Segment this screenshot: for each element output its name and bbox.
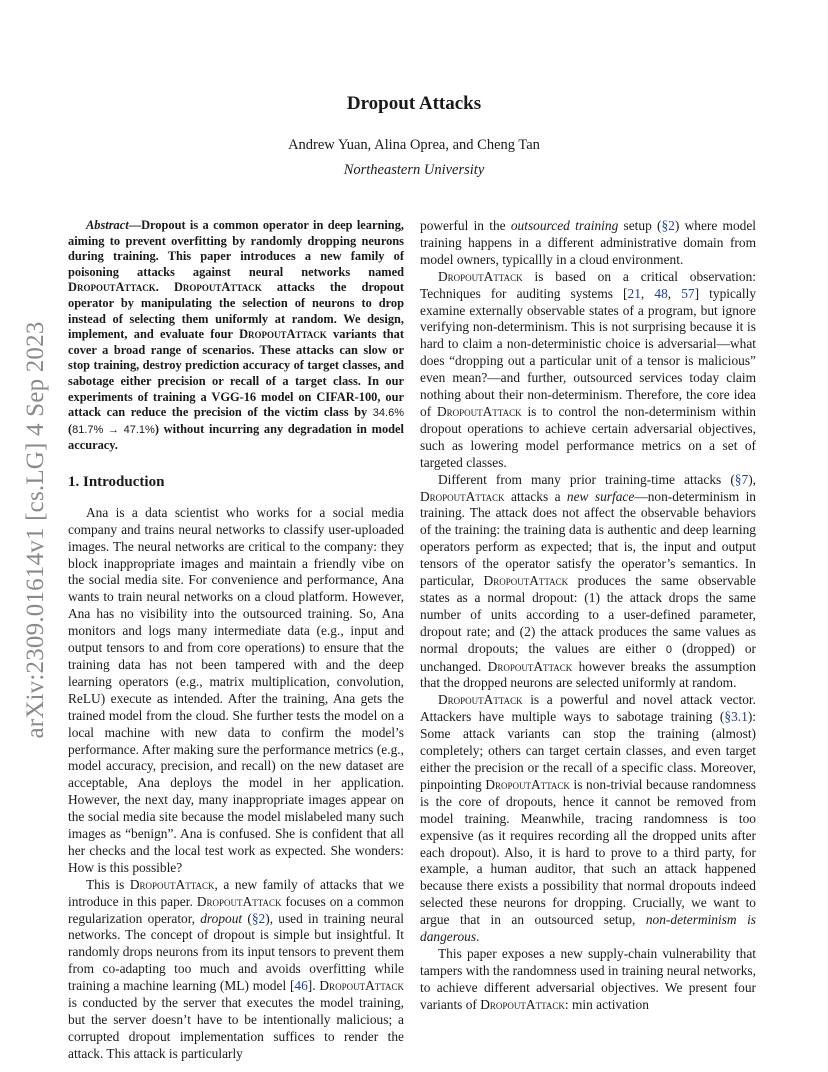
result-value: 34.6% — [372, 407, 404, 420]
text-run: This paper exposes a new supply-chain vulnerability that tampers with the randomness used in training neural networks, to achieve different adversarial objectives. We present four variants of — [420, 945, 756, 1012]
right-column — [420, 218, 756, 1014]
intro-paragraph-2 — [68, 877, 404, 1063]
right-paragraph-4 — [420, 692, 756, 946]
text-run: produces the same observable states as a normal dropout: (1) the attack drops the same number of units according to a user-defined parameter, dropout rate; and (2) the attack produces the same values as normal dropouts; the values are either — [420, 573, 756, 656]
text-run: is to control the non-determinism within dropout operations to achieve certain adversarial objectives, such as lowering model performance metrics on a set of targeted classes. — [420, 403, 756, 470]
method-name: DropoutAttack — [437, 403, 522, 419]
abstract-label: Abstract — [86, 218, 129, 232]
arxiv-identifier: arXiv:2309.01614v1 [cs.LG] 4 Sep 2023 — [22, 321, 49, 739]
abstract — [68, 218, 404, 454]
text-run: powerful in the — [420, 218, 511, 233]
text-run: ) where model training happens in a different administrative domain from model owners, typicallly in a cloud environment. — [420, 218, 757, 267]
intro-paragraph-1: Ana is a data scientist who works for a social media company and trains neural networks to classify user-uploaded images. The neural networks are critical to the company: they block inappropriate images and maintain a friendly vibe on the social media site. For convenience and performance, Ana wants to train neural networks on a cloud platform. However, Ana has no visibility into the outsourced training. So, Ana monitors and logs many intermediate data (e.g., input and output tensors to and from core operations) to ensure that the training data has not been tampered with and the deep learning operators (e.g., matrix multiplication, convolution, ReLU) execute as intended. After the training, Ana gets the trained model from the cloud. She further tests the model on a local machine with new data to confirm the model’s performance. After making sure the performance metrics (e.g., model accuracy, precision, and recall) on the new dataset are acceptable, Ana deploys the model in her application. However, the next day, many inappropriate images appear on the social media site because the model mislabeled many such images as “benign”. Ana is confused. She is confident that all her checks and the local test work as expected. She wonders: How is this possible? — [68, 504, 404, 875]
method-name: DropoutAttack — [438, 268, 523, 284]
method-name: DropoutAttack — [485, 776, 570, 792]
text-run: —non-determinism in training. The attack does not affect the observable behaviors of the training: the training data is authentic and deep learning operators perform as expected; that is, the input and output tensors of the operator satisfy the operator’s semantics. In particular, — [420, 488, 756, 589]
citation-link[interactable]: 48 — [654, 285, 668, 301]
text-run: , — [667, 285, 682, 301]
abstract-text: ( — [68, 421, 73, 436]
paper-affiliation: Northeastern University — [343, 162, 485, 178]
method-name: DropoutAttack — [483, 573, 569, 589]
text-run: focuses on a common regularization operator, — [68, 893, 404, 926]
arxiv-sidebar — [22, 290, 50, 770]
text-run: is non-trivial because randomness is the core of dropouts, hence it cannot be removed from model training. Meanwhile, tracing randomness is too expensive (as it requires recording all the dropped units after each dropout). Also, it is hard to prove to a third party, for example, a human auditor, that such an attack happened because there exists a possibility that normal dropouts indeed selected these neurons for dropping. Crucially, we want to argue that in an outsourced setup, — [420, 776, 756, 928]
text-run: however breaks the assumption that the dropped neurons are selected uniformly at random. — [420, 658, 756, 691]
method-name: DropoutAttack — [196, 893, 282, 909]
paper-title: Dropout Attacks — [346, 93, 482, 114]
text-run: This is — [86, 876, 130, 892]
right-paragraph-2 — [420, 269, 756, 472]
value-zero: 0 — [665, 643, 673, 656]
right-paragraph-1 — [420, 218, 756, 269]
left-column — [68, 218, 404, 1063]
abstract-text: —Dropout is a common operator in deep learning, aiming to prevent overfitting by randomly dropping neurons during training. This paper introduces a new family of poisoning attacks against neural networks named — [68, 218, 404, 279]
emphasis: outsourced training — [510, 218, 619, 233]
text-run: ]. — [307, 978, 320, 994]
text-run: , a new family of attacks that we introduce in this paper. — [68, 876, 405, 909]
text-run: setup ( — [618, 218, 662, 233]
abstract-text: variants that cover a broad range of scenarios. These attacks can slow or stop training, destroy prediction accuracy of target classes, and sabotage either precision or recall of a target class. In our experiments of training a VGG-16 model on CIFAR-100, our attack can reduce the precision of the victim class by — [68, 327, 405, 420]
right-paragraph-5 — [420, 946, 756, 1014]
text-run: ), — [748, 471, 756, 487]
section-link[interactable]: §7 — [734, 471, 749, 487]
text-run: ( — [242, 910, 252, 926]
section-link[interactable]: §2 — [251, 910, 266, 926]
text-run: (dropped) or unchanged. — [420, 640, 756, 674]
emphasis: dropout — [200, 910, 243, 926]
emphasis: new surface — [566, 488, 635, 504]
method-name: DropoutAttack — [239, 327, 327, 342]
method-name: DropoutAttack — [173, 280, 262, 295]
text-run: is a powerful and novel attack vector. Attackers have multiple ways to sabotage training ( — [420, 692, 756, 725]
right-paragraph-3 — [420, 472, 756, 693]
method-name: DropoutAttack — [319, 978, 405, 994]
abstract-text: attacks the dropout operator by manipulating the selection of neurons to drop instead of selecting them uniformly at random. We design, implement, and evaluate four — [68, 280, 404, 342]
result-range: 81.7% → 47.1% — [72, 423, 155, 436]
abstract-text: ) without incurring any degradation in model accuracy. — [68, 421, 404, 453]
section-heading-introduction: 1. Introduction — [68, 473, 165, 490]
citation-link[interactable]: 57 — [681, 285, 695, 301]
text-run: is conducted by the server that executes the model training, but the server doesn’t have to be intentionally malicious; a corrupted dropout implementation suffices to render the attack. This attack is particularly — [68, 995, 404, 1061]
method-name: DropoutAttack — [68, 280, 156, 295]
text-run: is based on a critical observation: Techniques for auditing systems [ — [420, 268, 756, 301]
text-run: ), used in training neural networks. The concept of dropout is simple but insightful. It randomly drops neurons from its input tensors to prevent them from co-adapting too much and avoids overfitting while training a machine learning (ML) model [ — [68, 910, 404, 994]
emphasis: non-determinism is dangerous — [420, 912, 756, 945]
method-name: DropoutAttack — [420, 488, 505, 504]
abstract-text: . — [155, 280, 174, 295]
text-run: . — [476, 929, 480, 945]
citation-link[interactable]: 21 — [627, 285, 641, 301]
method-name: DropoutAttack — [487, 658, 573, 674]
text-run: , — [640, 285, 655, 301]
text-run: ] typically examine externally observable states of a program, but ignore verifying non-determinism. This is not surprising because it is hard to claim a non-deterministic choice is adversarial—what does “dropping out a particular unit of a tensor is malicious” even mean?—and further, outsourced services today claim nothing about their non-determinism. Therefore, the core idea of — [420, 285, 757, 419]
method-name: DropoutAttack — [480, 996, 565, 1012]
method-name: DropoutAttack — [438, 692, 523, 708]
text-run: : min activation — [564, 996, 649, 1012]
text-run: attacks a — [504, 488, 567, 504]
paper-authors: Andrew Yuan, Alina Oprea, and Cheng Tan — [288, 137, 540, 153]
section-link[interactable]: §3.1 — [724, 709, 748, 725]
section-link[interactable]: §2 — [661, 218, 675, 233]
method-name: DropoutAttack — [129, 876, 215, 892]
citation-link[interactable]: 46 — [294, 978, 308, 994]
text-run: ): Some attack variants can stop the training (almost) completely; others can target certain classes, and even target either the precision or the recall of a specific class. Moreover, pinpointing — [420, 709, 756, 792]
text-run: Different from many prior training-time attacks ( — [438, 471, 735, 487]
